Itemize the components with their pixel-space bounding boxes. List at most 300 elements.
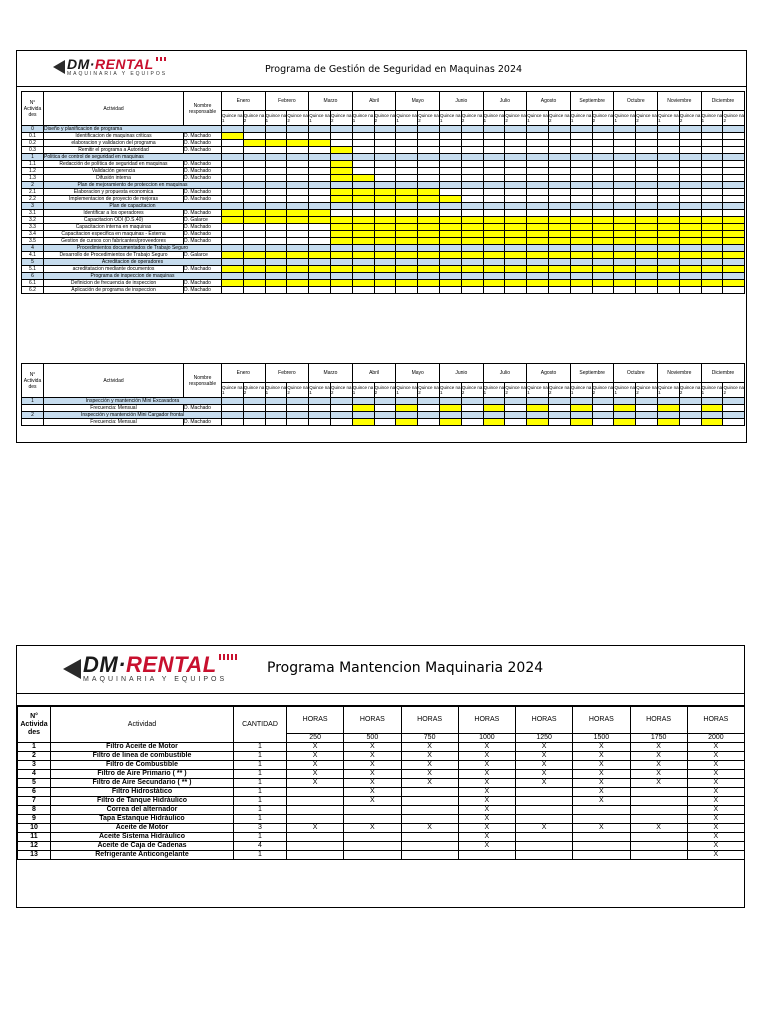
- schedule-cell: [527, 140, 549, 147]
- schedule-cell: [701, 140, 723, 147]
- activity-number: 3.2: [22, 217, 44, 224]
- schedule-cell: [636, 398, 658, 405]
- schedule-cell: [287, 126, 309, 133]
- schedule-cell: [396, 419, 418, 426]
- schedule-cell: [265, 266, 287, 273]
- month-header: Marzo: [309, 364, 353, 383]
- item-number: 10: [18, 824, 51, 833]
- schedule-cell: [614, 161, 636, 168]
- service-mark: X: [344, 743, 401, 752]
- schedule-cell: [309, 280, 331, 287]
- service-cell: [516, 815, 573, 824]
- service-mark: X: [287, 752, 344, 761]
- schedule-cell: [352, 203, 374, 210]
- schedule-cell: [723, 154, 745, 161]
- schedule-cell: [461, 133, 483, 140]
- schedule-cell: [309, 419, 331, 426]
- activity-number: 1.2: [22, 168, 44, 175]
- schedule-cell: [243, 196, 265, 203]
- item-name: Filtro de Aire Primario ( ** ): [51, 770, 234, 779]
- schedule-cell: [679, 168, 701, 175]
- item-name: Filtro de Aire Secundario ( ** ): [51, 779, 234, 788]
- schedule-cell: [614, 280, 636, 287]
- schedule-cell: [658, 287, 680, 294]
- schedule-cell: [287, 259, 309, 266]
- schedule-cell: [679, 245, 701, 252]
- schedule-cell: [440, 196, 462, 203]
- schedule-cell: [570, 189, 592, 196]
- schedule-cell: [592, 405, 614, 412]
- schedule-cell: [440, 412, 462, 419]
- activity-name: Capacitacion especifica en maquinas - Externa: [44, 231, 184, 238]
- service-mark: X: [344, 761, 401, 770]
- service-cell: [287, 842, 344, 851]
- schedule-cell: [352, 245, 374, 252]
- fortnight-1-header: Quince na 1: [483, 383, 505, 398]
- schedule-cell: [614, 231, 636, 238]
- logo-stripes-icon: [156, 57, 168, 61]
- schedule-cell: [309, 245, 331, 252]
- schedule-cell: [243, 280, 265, 287]
- schedule-cell: [701, 210, 723, 217]
- schedule-cell: [679, 224, 701, 231]
- schedule-cell: [592, 273, 614, 280]
- schedule-cell: [374, 273, 396, 280]
- service-cell: [573, 815, 630, 824]
- schedule-cell: [723, 259, 745, 266]
- fortnight-2-header: Quince na 2: [331, 111, 353, 126]
- schedule-cell: [243, 252, 265, 259]
- schedule-cell: [396, 203, 418, 210]
- schedule-cell: [549, 419, 571, 426]
- fortnight-2-header: Quince na 2: [287, 383, 309, 398]
- activity-name: Plan de capacitacion: [44, 203, 222, 210]
- schedule-cell: [570, 252, 592, 259]
- item-name: Aceite de Caja de Cadenas: [51, 842, 234, 851]
- schedule-cell: [418, 140, 440, 147]
- schedule-cell: [309, 140, 331, 147]
- schedule-cell: [701, 217, 723, 224]
- schedule-cell: [396, 126, 418, 133]
- schedule-cell: [461, 224, 483, 231]
- activity-name: Remitir el programa a Autoridad: [44, 147, 184, 154]
- activity-row: [22, 217, 745, 224]
- schedule-cell: [265, 126, 287, 133]
- schedule-cell: [723, 175, 745, 182]
- schedule-cell: [614, 273, 636, 280]
- fortnight-2-header: Quince na 2: [636, 383, 658, 398]
- hours-value: 750: [401, 734, 458, 743]
- schedule-cell: [549, 154, 571, 161]
- schedule-cell: [374, 217, 396, 224]
- schedule-cell: [658, 182, 680, 189]
- schedule-cell: [352, 133, 374, 140]
- schedule-cell: [549, 133, 571, 140]
- schedule-cell: [309, 147, 331, 154]
- schedule-cell: [374, 140, 396, 147]
- month-header: Octubre: [614, 364, 658, 383]
- schedule-cell: [265, 259, 287, 266]
- service-cell: [287, 815, 344, 824]
- activity-name: Plan de mejoramiento de proteccion en maquinas: [44, 182, 222, 189]
- schedule-cell: [505, 217, 527, 224]
- schedule-cell: [679, 133, 701, 140]
- service-cell: [516, 806, 573, 815]
- activity-number: 0.2: [22, 140, 44, 147]
- schedule-cell: [374, 287, 396, 294]
- schedule-cell: [636, 238, 658, 245]
- col-header-activity: Actividad: [44, 364, 184, 398]
- schedule-cell: [679, 259, 701, 266]
- service-mark: X: [573, 761, 630, 770]
- schedule-cell: [570, 140, 592, 147]
- service-mark: X: [630, 752, 687, 761]
- schedule-cell: [331, 182, 353, 189]
- activity-number: 5.1: [22, 266, 44, 273]
- section-row: [22, 273, 745, 280]
- page-title: Programa Mantencion Maquinaria 2024: [267, 660, 544, 676]
- schedule-cell: [287, 273, 309, 280]
- schedule-cell: [723, 245, 745, 252]
- activity-name: Inspección y mantención Mini Excavadora: [44, 398, 222, 405]
- schedule-cell: [440, 168, 462, 175]
- fortnight-2-header: Quince na 2: [505, 111, 527, 126]
- schedule-cell: [243, 419, 265, 426]
- schedule-cell: [461, 273, 483, 280]
- responsible-name: D. Machado: [184, 405, 222, 412]
- schedule-cell: [483, 140, 505, 147]
- schedule-cell: [461, 245, 483, 252]
- schedule-cell: [243, 405, 265, 412]
- schedule-cell: [527, 405, 549, 412]
- schedule-cell: [483, 154, 505, 161]
- hours-value: 1250: [516, 734, 573, 743]
- schedule-cell: [527, 210, 549, 217]
- schedule-cell: [549, 126, 571, 133]
- schedule-cell: [418, 398, 440, 405]
- schedule-cell: [418, 147, 440, 154]
- schedule-cell: [658, 168, 680, 175]
- schedule-cell: [614, 189, 636, 196]
- schedule-cell: [331, 161, 353, 168]
- schedule-cell: [309, 287, 331, 294]
- section-row: [22, 154, 745, 161]
- schedule-cell: [243, 245, 265, 252]
- schedule-cell: [352, 398, 374, 405]
- schedule-cell: [483, 175, 505, 182]
- schedule-cell: [527, 280, 549, 287]
- schedule-cell: [723, 412, 745, 419]
- schedule-cell: [222, 412, 244, 419]
- fortnight-1-header: Quince na 1: [570, 383, 592, 398]
- service-mark: X: [458, 815, 515, 824]
- service-mark: X: [401, 761, 458, 770]
- activity-row: [22, 252, 745, 259]
- service-mark: X: [573, 743, 630, 752]
- schedule-cell: [723, 133, 745, 140]
- schedule-cell: [527, 266, 549, 273]
- schedule-cell: [461, 189, 483, 196]
- service-mark: X: [573, 752, 630, 761]
- schedule-cell: [679, 140, 701, 147]
- schedule-cell: [222, 154, 244, 161]
- service-mark: X: [630, 824, 687, 833]
- schedule-cell: [505, 273, 527, 280]
- schedule-cell: [505, 168, 527, 175]
- fortnight-2-header: Quince na 2: [418, 111, 440, 126]
- service-cell: [344, 806, 401, 815]
- schedule-cell: [352, 175, 374, 182]
- schedule-cell: [222, 238, 244, 245]
- activity-number: 0.3: [22, 147, 44, 154]
- schedule-cell: [636, 203, 658, 210]
- schedule-cell: [243, 287, 265, 294]
- schedule-cell: [461, 287, 483, 294]
- month-header: Marzo: [309, 92, 353, 111]
- schedule-cell: [309, 405, 331, 412]
- schedule-cell: [440, 405, 462, 412]
- schedule-cell: [418, 203, 440, 210]
- schedule-cell: [222, 217, 244, 224]
- schedule-cell: [614, 259, 636, 266]
- schedule-cell: [265, 161, 287, 168]
- schedule-cell: [352, 259, 374, 266]
- schedule-cell: [527, 224, 549, 231]
- schedule-cell: [614, 245, 636, 252]
- schedule-cell: [723, 203, 745, 210]
- schedule-cell: [679, 210, 701, 217]
- service-mark: X: [287, 824, 344, 833]
- schedule-cell: [418, 126, 440, 133]
- month-header: Febrero: [265, 92, 309, 111]
- service-mark: X: [458, 806, 515, 815]
- schedule-cell: [331, 133, 353, 140]
- schedule-cell: [592, 217, 614, 224]
- schedule-cell: [636, 210, 658, 217]
- service-cell: [344, 842, 401, 851]
- schedule-cell: [374, 259, 396, 266]
- schedule-cell: [483, 126, 505, 133]
- fortnight-1-header: Quince na 1: [265, 111, 287, 126]
- schedule-cell: [265, 280, 287, 287]
- item-quantity: 1: [234, 833, 287, 842]
- month-header: Junio: [440, 364, 484, 383]
- schedule-cell: [222, 182, 244, 189]
- service-cell: [573, 806, 630, 815]
- schedule-cell: [461, 168, 483, 175]
- schedule-cell: [331, 140, 353, 147]
- schedule-cell: [222, 161, 244, 168]
- service-mark: X: [516, 743, 573, 752]
- maintenance-row: [18, 815, 745, 824]
- schedule-cell: [396, 210, 418, 217]
- schedule-cell: [614, 140, 636, 147]
- item-quantity: 1: [234, 851, 287, 860]
- schedule-cell: [614, 133, 636, 140]
- item-number: 9: [18, 815, 51, 824]
- schedule-cell: [396, 238, 418, 245]
- activity-name: Gestion de cursos con fabricantes/proveedores: [44, 238, 184, 245]
- schedule-cell: [222, 419, 244, 426]
- schedule-cell: [658, 140, 680, 147]
- schedule-cell: [701, 266, 723, 273]
- service-mark: X: [516, 824, 573, 833]
- schedule-cell: [309, 231, 331, 238]
- schedule-cell: [483, 266, 505, 273]
- schedule-cell: [636, 140, 658, 147]
- fortnight-1-header: Quince na 1: [701, 383, 723, 398]
- fortnight-2-header: Quince na 2: [374, 111, 396, 126]
- activity-number: 3.4: [22, 231, 44, 238]
- schedule-cell: [331, 405, 353, 412]
- schedule-cell: [701, 133, 723, 140]
- service-cell: [401, 851, 458, 860]
- schedule-cell: [658, 126, 680, 133]
- schedule-cell: [287, 412, 309, 419]
- service-mark: X: [458, 770, 515, 779]
- schedule-cell: [331, 273, 353, 280]
- service-cell: [630, 788, 687, 797]
- activity-number: 3.1: [22, 210, 44, 217]
- schedule-cell: [243, 154, 265, 161]
- schedule-cell: [570, 182, 592, 189]
- schedule-cell: [570, 203, 592, 210]
- schedule-cell: [592, 196, 614, 203]
- schedule-cell: [461, 182, 483, 189]
- schedule-cell: [440, 189, 462, 196]
- schedule-cell: [396, 398, 418, 405]
- schedule-cell: [418, 133, 440, 140]
- maintenance-row: [18, 824, 745, 833]
- schedule-cell: [243, 273, 265, 280]
- schedule-cell: [374, 196, 396, 203]
- schedule-cell: [658, 231, 680, 238]
- schedule-cell: [396, 231, 418, 238]
- item-quantity: 3: [234, 824, 287, 833]
- schedule-cell: [701, 161, 723, 168]
- schedule-cell: [243, 175, 265, 182]
- responsible-name: D. Machado: [184, 140, 222, 147]
- schedule-cell: [679, 189, 701, 196]
- schedule-cell: [331, 287, 353, 294]
- schedule-cell: [352, 412, 374, 419]
- service-cell: [630, 806, 687, 815]
- schedule-cell: [222, 133, 244, 140]
- service-mark: X: [516, 770, 573, 779]
- schedule-cell: [614, 147, 636, 154]
- schedule-cell: [723, 217, 745, 224]
- schedule-cell: [374, 189, 396, 196]
- item-quantity: 1: [234, 779, 287, 788]
- fortnight-2-header: Quince na 2: [592, 383, 614, 398]
- schedule-cell: [396, 252, 418, 259]
- schedule-cell: [265, 140, 287, 147]
- schedule-cell: [527, 147, 549, 154]
- schedule-cell: [265, 245, 287, 252]
- month-header: Mayo: [396, 92, 440, 111]
- schedule-cell: [483, 210, 505, 217]
- schedule-cell: [614, 238, 636, 245]
- schedule-cell: [374, 252, 396, 259]
- schedule-cell: [331, 168, 353, 175]
- schedule-cell: [701, 147, 723, 154]
- service-mark: X: [458, 761, 515, 770]
- schedule-cell: [723, 210, 745, 217]
- schedule-cell: [309, 182, 331, 189]
- schedule-cell: [483, 398, 505, 405]
- schedule-cell: [461, 161, 483, 168]
- schedule-cell: [396, 147, 418, 154]
- schedule-cell: [309, 154, 331, 161]
- schedule-cell: [331, 245, 353, 252]
- service-cell: [287, 788, 344, 797]
- responsible-name: D. Machado: [184, 224, 222, 231]
- hours-value: 1000: [458, 734, 515, 743]
- col-header-responsible: Nombre responsable: [184, 364, 222, 398]
- schedule-cell: [701, 273, 723, 280]
- schedule-cell: [679, 252, 701, 259]
- schedule-cell: [265, 203, 287, 210]
- activity-number: 3.5: [22, 238, 44, 245]
- schedule-cell: [222, 189, 244, 196]
- schedule-cell: [527, 231, 549, 238]
- activity-name: Programa de inspeccion de maquinas: [44, 273, 222, 280]
- schedule-cell: [592, 412, 614, 419]
- schedule-cell: [265, 398, 287, 405]
- schedule-cell: [483, 203, 505, 210]
- fortnight-1-header: Quince na 1: [570, 111, 592, 126]
- hours-header: HORAS: [630, 707, 687, 734]
- schedule-cell: [222, 196, 244, 203]
- schedule-cell: [527, 175, 549, 182]
- activity-name: acreditatacion mediante documentos: [44, 266, 184, 273]
- activity-name: Capacitacion ODI (D.S.40): [44, 217, 184, 224]
- schedule-cell: [549, 273, 571, 280]
- schedule-cell: [396, 273, 418, 280]
- schedule-cell: [614, 266, 636, 273]
- schedule-cell: [222, 252, 244, 259]
- activity-row: [22, 161, 745, 168]
- fortnight-1-header: Quince na 1: [222, 111, 244, 126]
- schedule-cell: [352, 161, 374, 168]
- schedule-cell: [222, 203, 244, 210]
- schedule-cell: [287, 405, 309, 412]
- service-cell: [516, 851, 573, 860]
- item-name: Aceite de Motor: [51, 824, 234, 833]
- service-cell: [401, 815, 458, 824]
- fortnight-2-header: Quince na 2: [331, 383, 353, 398]
- service-mark: X: [516, 779, 573, 788]
- schedule-cell: [331, 224, 353, 231]
- schedule-cell: [636, 412, 658, 419]
- sheet-header: [17, 51, 746, 87]
- schedule-cell: [636, 161, 658, 168]
- schedule-cell: [352, 405, 374, 412]
- item-name: Correa del alternador: [51, 806, 234, 815]
- schedule-cell: [243, 210, 265, 217]
- service-cell: [401, 797, 458, 806]
- schedule-cell: [418, 238, 440, 245]
- schedule-cell: [505, 154, 527, 161]
- schedule-cell: [331, 280, 353, 287]
- service-cell: [401, 842, 458, 851]
- fortnight-1-header: Quince na 1: [309, 383, 331, 398]
- maintenance-row: [18, 842, 745, 851]
- schedule-cell: [396, 196, 418, 203]
- service-cell: [344, 815, 401, 824]
- fortnight-1-header: Quince na 1: [527, 383, 549, 398]
- activity-number: 4: [22, 245, 44, 252]
